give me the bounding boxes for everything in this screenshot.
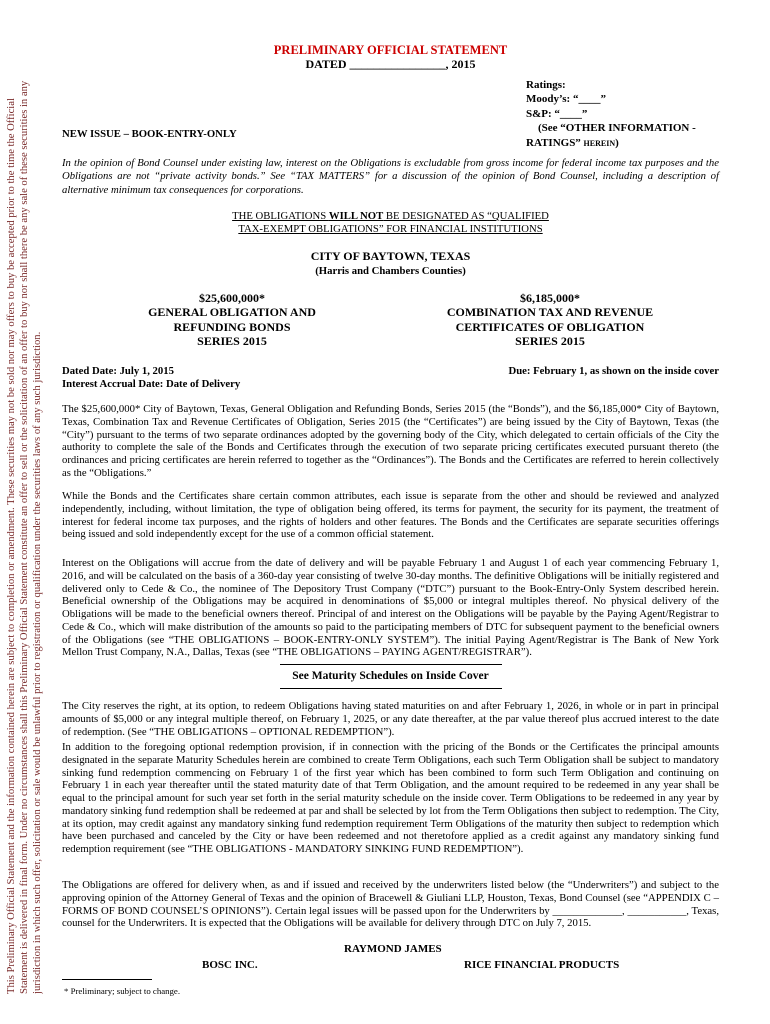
qualified-post: BE DESIGNATED AS “QUALIFIED [383,210,549,222]
ratings-heading: Ratings: [526,79,566,91]
series-line: SERIES 2015 [515,333,585,348]
series-line: CERTIFICATES OF OBLIGATION [455,319,645,334]
qualified-line-2: TAX-EXEMPT OBLIGATIONS” FOR FINANCIAL INSTITUTIONS [238,223,543,235]
ratings-block [526,78,696,150]
ratings-see-2: RATINGS” herein) [526,136,619,149]
divider-bottom [280,688,502,689]
issuer-name: CITY OF BAYTOWN, TEXAS [310,249,471,263]
series-line: COMBINATION TAX AND REVENUE [446,305,654,320]
footnote-rule [62,979,152,980]
side-notice-line-3: jurisdiction in which such offer, solicitation or sale would be unlawful prior to registration or qualification under the securities laws of any such jurisdiction. [32,331,44,994]
ratings-see-1: (See “OTHER INFORMATION - [538,122,696,135]
dated-date-block [62,365,240,390]
see-maturity-schedules: See Maturity Schedules on Inside Cover [292,670,489,682]
underwriter-right: RICE FINANCIAL PRODUCTS [464,959,620,971]
side-notice [0,0,56,1024]
qualified-pre: THE OBLIGATIONS [232,210,329,222]
dated-date: Dated Date: July 1, 2015 [62,365,174,377]
series-line: GENERAL OBLIGATION AND [148,305,316,320]
document-page [62,43,719,996]
paragraph-offering: The Obligations are offered for delivery when, as and if issued and received by the underwriters listed below (the “Underwriters”) and subject to the approving opinion of the Attorney General of Texas and the opinion of Bracewell & Giuliani LLP, Houston, Texas, Bond Counsel (see “APPENDIX C – FORMS OF BOND COUNSEL’S OPINIONS”). Certain legal issues will be passed upon for the Underwriters by _____________, ___________, Texas, counsel for the Underwriters. It is expected that the Obligations will be available for delivery through DTC on July 7, 2015. [62,879,719,930]
ratings-moodys: Moody’s: “____” [526,93,606,106]
qualified-notice [62,210,719,236]
series-bonds [82,291,382,348]
series-amount: $6,185,000* [520,291,580,305]
series-amount: $25,600,000* [199,291,265,305]
paragraph-separate-issues: While the Bonds and the Certificates share certain common attributes, each issue is separate from the other and should be reviewed and analyzed independently, including, without limitation, the type of obligation being offered, its terms for payment, the security for its payment, the treatment of interest for federal income tax purposes, and the rights of holders and other features. The Bonds and the Certificates are separate securities offerings being issued and sold independently except for the use of a common official statement. [62,490,719,541]
series-line: SERIES 2015 [197,333,267,348]
series-certificates [400,291,700,348]
qualified-will-not: WILL NOT [328,210,384,222]
side-notice-line-1: This Preliminary Official Statement and the information contained herein are subject to completion or amendment. These securities may not be sold nor may offers to buy be accepted prior to the time the Official [6,98,17,994]
side-notice-text [5,24,45,994]
dated-line: DATED ________________, 2015 [305,56,476,71]
due-date: Due: February 1, as shown on the inside cover [508,365,719,377]
accrual-date: Interest Accrual Date: Date of Delivery [62,377,241,390]
bond-counsel-opinion: In the opinion of Bond Counsel under existing law, interest on the Obligations is excludable from gross income for federal income tax purposes and the Obligations are not “private activity bonds.” See “TAX MATTERS” for a discussion of the opinion of Bond Counsel, including a description of alternative minimum tax consequences for corporations. [62,157,719,196]
issuer-counties: (Harris and Chambers Counties) [315,265,466,277]
footnote: * Preliminary; subject to change. [64,986,181,996]
underwriter-left: BOSC INC. [202,959,258,971]
paragraph-optional-redemption: The City reserves the right, at its option, to redeem Obligations having stated maturities on and after February 1, 2026, in whole or in part in principal amounts of $5,000 or any integral multiple thereof, on February 1, 2025, or any date thereafter, at the par value thereof plus accrued interest to the date of redemption. (See “THE OBLIGATIONS – OPTIONAL REDEMPTION”). [62,700,719,738]
underwriter-lead: RAYMOND JAMES [344,943,442,955]
new-issue-label: NEW ISSUE – BOOK-ENTRY-ONLY [62,128,237,140]
paragraph-issuance: The $25,600,000* City of Baytown, Texas, General Obligation and Refunding Bonds, Series 2015 (the “Bonds”), and the $6,185,000* City of Baytown, Texas, Combination Tax and Revenue Certificates of Obligation, Series 2015 (the “Certificates”) are being issued by the City of Baytown, Texas (the “City”) pursuant to the terms of two separate ordinances adopted by the governing body of the City, which delegated to certain officials of the City the authority to complete the sale of the Bonds and Certificates through the execution of two separate pricing certificates executed pursuant thereto (the ordinances and pricing certificates are herein referred to together as the “Ordinances”). The Bonds and the Certificates are referred to herein collectively as the “Obligations.” [62,403,719,479]
ratings-sp: S&P: “____” [526,107,588,120]
divider-top [280,664,502,665]
document-title: PRELIMINARY OFFICIAL STATEMENT [273,43,508,57]
paragraph-interest: Interest on the Obligations will accrue from the date of delivery and will be payable February 1 and August 1 of each year commencing February 1, 2016, and will be calculated on the basis of a 360-day year consisting of twelve 30-day months. The definitive Obligations will be initially registered and delivered only to Cede & Co., the nominee of The Depository Trust Company (“DTC”) pursuant to the Book-Entry-Only System described herein. Beneficial ownership of the Obligations may be acquired in denominations of $5,000 or integral multiples thereof. No physical delivery of the Obligations will be made to the beneficial owners thereof. Principal of and interest on the Obligations will be payable by the Paying Agent/Registrar to Cede & Co., which will make distribution of the amounts so paid to the participating members of DTC for subsequent payment to the beneficial owners of the Obligations (see “THE OBLIGATIONS – BOOK-ENTRY-ONLY SYSTEM”). The initial Paying Agent/Registrar is The Bank of New York Mellon Trust Company, N.A., Dallas, Texas (see “THE OBLIGATIONS – PAYING AGENT/REGISTRAR”). [62,557,719,659]
paragraph-mandatory-redemption: In addition to the foregoing optional redemption provision, if in connection with the pricing of the Bonds or the Certificates the principal amounts designated in the separate Maturity Schedules herein are combined to create Term Obligations, each such Term Obligation shall be subject to mandatory sinking fund redemption commencing on February 1 of the first year which has been combined to form such Term Obligation and continuing on February 1 in each year thereafter until the stated maturity date of that Term Obligation, and the amount required to be redeemed in any year shall be equal to the principal amount for such year set forth in the serial maturity schedule on the inside cover. Term Obligations to be redeemed in any year by mandatory sinking fund redemption shall be redeemed at par and shall be selected by lot from the Term Obligations then subject to redemption. The City, at its option, may credit against any mandatory sinking fund redemption requirement Term Obligations of the maturity then subject to redemption which have been purchased and canceled by the City or have been redeemed and not theretofore applied as a credit against any mandatory sinking fund redemption requirement (see “THE OBLIGATIONS - MANDATORY SINKING FUND REDEMPTION”). [62,741,719,855]
series-line: REFUNDING BONDS [173,319,291,334]
side-notice-line-2: Statement is delivered in final form. Under no circumstances shall this Preliminary Official Statement constitute an offer to sell or the solicitation of an offer to buy nor shall there be any sale of these securities in any [19,80,31,994]
